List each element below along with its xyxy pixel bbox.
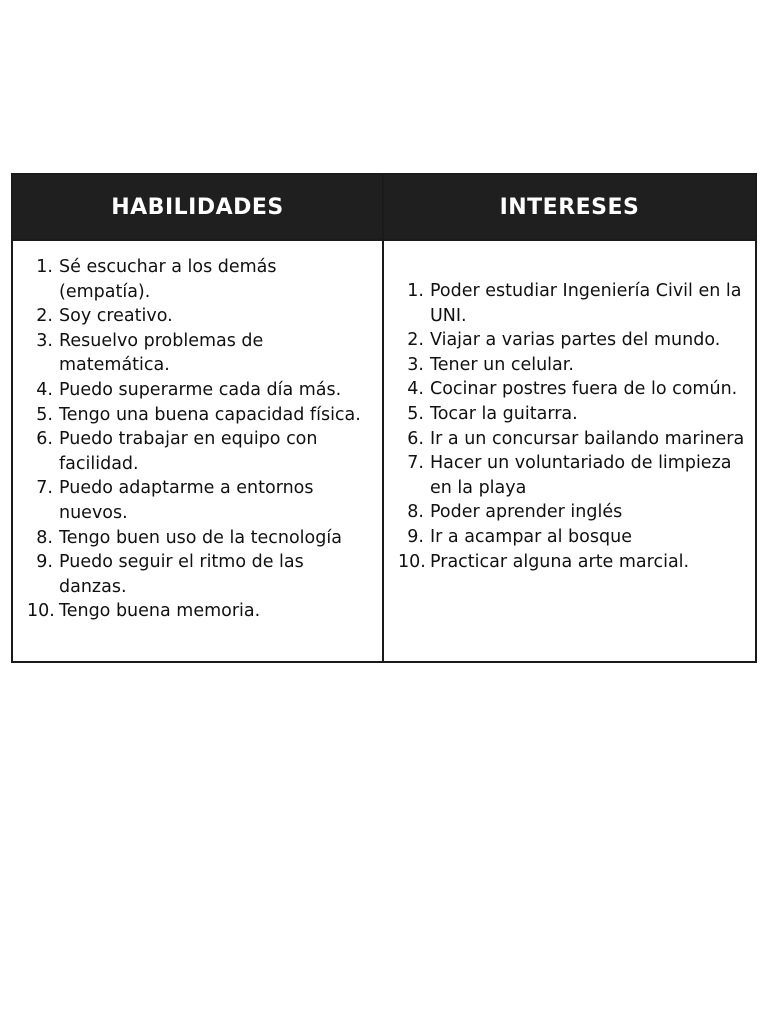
item-text: Soy creativo. <box>59 306 173 327</box>
item-text: Resuelvo problemas de matemática. <box>59 330 264 376</box>
list-item <box>27 550 372 599</box>
item-text: Practicar alguna arte marcial. <box>430 551 690 572</box>
list-item <box>27 304 372 329</box>
item-text: Ir a acampar al bosque <box>430 526 632 547</box>
item-text: Hacer un voluntariado de limpieza en la playa <box>430 453 732 498</box>
item-number: 6. <box>36 429 53 450</box>
list-item <box>398 500 748 525</box>
item-number: 2. <box>36 306 53 327</box>
item-number: 9. <box>407 526 424 547</box>
item-number: 6. <box>407 428 424 449</box>
item-number: 3. <box>407 354 424 375</box>
list-item <box>398 377 748 402</box>
item-number: 2. <box>407 330 424 351</box>
item-number: 4. <box>407 379 424 400</box>
item-text: Puedo trabajar en equipo con facilidad. <box>59 429 318 474</box>
item-number: 4. <box>36 379 53 400</box>
list-item <box>27 599 372 624</box>
intereses-cell <box>384 241 755 661</box>
list-item <box>398 353 748 378</box>
habilidades-cell <box>13 241 384 661</box>
item-number: 9. <box>36 552 53 573</box>
list-item <box>398 328 748 353</box>
item-text: Poder estudiar Ingeniería Civil en la UNI. <box>430 281 742 326</box>
list-item <box>27 255 372 304</box>
item-text: Poder aprender inglés <box>430 502 623 523</box>
list-item <box>398 525 748 550</box>
list-item <box>398 402 748 427</box>
item-number: 7. <box>407 453 424 474</box>
item-number: 1. <box>407 281 424 301</box>
list-item <box>398 427 748 452</box>
habilidades-list <box>27 255 372 624</box>
list-item <box>27 526 372 551</box>
item-number: 1. <box>36 257 53 277</box>
item-number: 8. <box>407 502 424 523</box>
item-text: Sé escuchar a los demás (empatía). <box>59 257 277 302</box>
intereses-list <box>398 279 748 574</box>
item-text: Tocar la guitarra. <box>430 403 578 424</box>
item-number: 8. <box>36 527 53 548</box>
list-item <box>27 378 372 403</box>
item-text: Tengo una buena capacidad física. <box>59 404 361 425</box>
list-item <box>27 476 372 525</box>
item-text: Tener un celular. <box>430 354 574 375</box>
item-number: 5. <box>36 404 53 425</box>
item-text: Puedo superarme cada día más. <box>59 379 342 400</box>
list-item <box>398 279 748 328</box>
list-item <box>398 451 748 500</box>
item-number: 10. <box>27 601 55 622</box>
item-number: 5. <box>407 403 424 424</box>
item-text: Viajar a varias partes del mundo. <box>430 330 721 351</box>
item-text: Puedo seguir el ritmo de las danzas. <box>59 552 304 597</box>
item-text: Puedo adaptarme a entornos nuevos. <box>59 478 314 523</box>
header-intereses: INTERESES <box>384 175 755 241</box>
item-number: 7. <box>36 478 53 499</box>
item-text: Tengo buen uso de la tecnología <box>59 527 342 548</box>
item-number: 10. <box>398 551 426 572</box>
list-item <box>27 329 372 378</box>
item-text: Ir a un concursar bailando marinera <box>430 428 745 449</box>
header-habilidades: HABILIDADES <box>13 175 384 241</box>
list-item <box>27 427 372 476</box>
list-item <box>27 403 372 428</box>
item-text: Tengo buena memoria. <box>59 601 261 622</box>
item-text: Cocinar postres fuera de lo común. <box>430 379 738 400</box>
skills-interests-table <box>11 173 757 663</box>
item-number: 3. <box>36 330 53 351</box>
list-item <box>398 550 748 575</box>
